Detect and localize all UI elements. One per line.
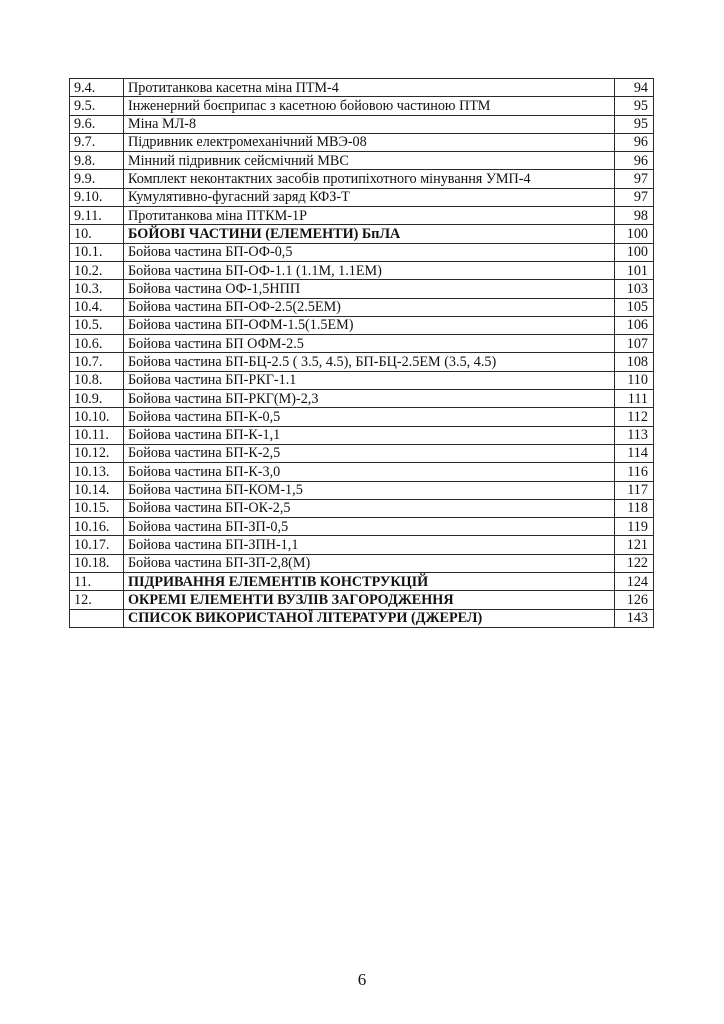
toc-row: [70, 280, 654, 298]
toc-section-number: 9.5.: [70, 97, 124, 115]
toc-page-number: 113: [615, 426, 654, 444]
toc-row: [70, 298, 654, 316]
toc-page-number: 97: [615, 170, 654, 188]
toc-row: [70, 170, 654, 188]
toc-row: [70, 225, 654, 243]
toc-section-title: Бойова частина БП-К-3,0: [124, 463, 615, 481]
toc-row: [70, 152, 654, 170]
toc-section-number: 10.4.: [70, 298, 124, 316]
toc-row: [70, 518, 654, 536]
toc-section-number: 10.9.: [70, 390, 124, 408]
toc-row: [70, 390, 654, 408]
toc-section-title: Бойова частина БП-К-2,5: [124, 444, 615, 462]
toc-row: [70, 536, 654, 554]
toc-section-title: Бойова частина БП-БЦ-2.5 ( 3.5, 4.5), БП-БЦ-2.5ЕМ (3.5, 4.5): [124, 353, 615, 371]
toc-section-title: ОКРЕМІ ЕЛЕМЕНТИ ВУЗЛІВ ЗАГОРОДЖЕННЯ: [124, 591, 615, 609]
toc-row: [70, 481, 654, 499]
toc-section-title: Інженерний боєприпас з касетною бойовою частиною ПТМ: [124, 97, 615, 115]
toc-page-number: 103: [615, 280, 654, 298]
toc-section-number: 9.7.: [70, 133, 124, 151]
toc-section-number: 10.6.: [70, 335, 124, 353]
toc-section-number: 9.4.: [70, 79, 124, 97]
toc-page-number: 118: [615, 499, 654, 517]
toc-section-title: ПІДРИВАННЯ ЕЛЕМЕНТІВ КОНСТРУКЦІЙ: [124, 573, 615, 591]
toc-row: [70, 554, 654, 572]
toc-section-number: 10.3.: [70, 280, 124, 298]
toc-section-title: Бойова частина БП-ОФ-0,5: [124, 243, 615, 261]
toc-row: [70, 207, 654, 225]
toc-page-number: 101: [615, 261, 654, 279]
toc-body: [70, 79, 654, 628]
toc-row: [70, 353, 654, 371]
toc-page-number: 126: [615, 591, 654, 609]
toc-page-number: 94: [615, 79, 654, 97]
toc-section-title: Бойова частина БП-РКГ-1.1: [124, 371, 615, 389]
toc-row: [70, 609, 654, 627]
toc-page-number: 121: [615, 536, 654, 554]
toc-section-number: 10.2.: [70, 261, 124, 279]
toc-section-title: СПИСОК ВИКОРИСТАНОЇ ЛІТЕРАТУРИ (ДЖЕРЕЛ): [124, 609, 615, 627]
toc-row: [70, 261, 654, 279]
toc-row: [70, 591, 654, 609]
toc-row: [70, 243, 654, 261]
toc-section-title: Бойова частина БП-ЗП-2,8(М): [124, 554, 615, 572]
toc-page-number: 114: [615, 444, 654, 462]
toc-page-number: 116: [615, 463, 654, 481]
toc-section-title: Бойова частина БП-РКГ(М)-2,3: [124, 390, 615, 408]
toc-section-number: 10.11.: [70, 426, 124, 444]
toc-section-number: 9.10.: [70, 188, 124, 206]
toc-section-title: Бойова частина БП-ОФМ-1.5(1.5ЕМ): [124, 316, 615, 334]
toc-page-number: 98: [615, 207, 654, 225]
toc-page-number: 97: [615, 188, 654, 206]
toc-page-number: 106: [615, 316, 654, 334]
toc-row: [70, 133, 654, 151]
toc-page-number: 108: [615, 353, 654, 371]
toc-page-number: 100: [615, 243, 654, 261]
toc-section-number: [70, 609, 124, 627]
toc-section-number: 10.18.: [70, 554, 124, 572]
toc-section-number: 9.8.: [70, 152, 124, 170]
toc-section-title: Бойова частина БП-ОФ-1.1 (1.1М, 1.1ЕМ): [124, 261, 615, 279]
toc-section-title: Мінний підривник сейсмічний МВС: [124, 152, 615, 170]
toc-section-title: Бойова частина БП-ЗП-0,5: [124, 518, 615, 536]
toc-section-title: Кумулятивно-фугасний заряд КФЗ-Т: [124, 188, 615, 206]
toc-page-number: 119: [615, 518, 654, 536]
toc-section-number: 9.9.: [70, 170, 124, 188]
toc-row: [70, 573, 654, 591]
toc-section-number: 10.14.: [70, 481, 124, 499]
toc-section-title: Бойова частина БП-КОМ-1,5: [124, 481, 615, 499]
toc-section-title: Бойова частина БП-ОК-2,5: [124, 499, 615, 517]
toc-section-title: Міна МЛ-8: [124, 115, 615, 133]
toc-page-number: 111: [615, 390, 654, 408]
toc-section-title: Бойова частина ОФ-1,5НПП: [124, 280, 615, 298]
toc-row: [70, 371, 654, 389]
toc-page-number: 124: [615, 573, 654, 591]
toc-page-number: 107: [615, 335, 654, 353]
toc-row: [70, 188, 654, 206]
toc-page-number: 112: [615, 408, 654, 426]
toc-section-title: Бойова частина БП-ОФ-2.5(2.5ЕМ): [124, 298, 615, 316]
toc-row: [70, 444, 654, 462]
toc-section-title: Протитанкова міна ПТКМ-1Р: [124, 207, 615, 225]
toc-page-number: 96: [615, 152, 654, 170]
toc-section-title: Протитанкова касетна міна ПТМ-4: [124, 79, 615, 97]
toc-row: [70, 97, 654, 115]
toc-row: [70, 426, 654, 444]
toc-section-title: Комплект неконтактних засобів протипіхотного мінування УМП-4: [124, 170, 615, 188]
toc-page-number: 95: [615, 115, 654, 133]
toc-section-number: 10.7.: [70, 353, 124, 371]
toc-section-number: 10.5.: [70, 316, 124, 334]
table-of-contents: [69, 78, 654, 628]
toc-section-number: 12.: [70, 591, 124, 609]
toc-section-number: 11.: [70, 573, 124, 591]
toc-section-title: Бойова частина БП ОФМ-2.5: [124, 335, 615, 353]
toc-section-number: 10.8.: [70, 371, 124, 389]
toc-section-number: 10.15.: [70, 499, 124, 517]
toc-section-number: 10.10.: [70, 408, 124, 426]
page-number: 6: [357, 970, 367, 989]
toc-page-number: 110: [615, 371, 654, 389]
toc-row: [70, 79, 654, 97]
toc-section-title: Бойова частина БП-К-1,1: [124, 426, 615, 444]
toc-row: [70, 115, 654, 133]
toc-row: [70, 463, 654, 481]
toc-section-number: 10.: [70, 225, 124, 243]
toc-section-number: 10.12.: [70, 444, 124, 462]
toc-row: [70, 499, 654, 517]
toc-section-number: 9.6.: [70, 115, 124, 133]
toc-section-number: 10.16.: [70, 518, 124, 536]
toc-page-number: 100: [615, 225, 654, 243]
toc-section-number: 10.1.: [70, 243, 124, 261]
toc-page-number: 95: [615, 97, 654, 115]
toc-section-title: БОЙОВІ ЧАСТИНИ (ЕЛЕМЕНТИ) БпЛА: [124, 225, 615, 243]
toc-page-number: 117: [615, 481, 654, 499]
toc-section-title: Бойова частина БП-ЗПН-1,1: [124, 536, 615, 554]
toc-section-title: Бойова частина БП-К-0,5: [124, 408, 615, 426]
toc-page-number: 122: [615, 554, 654, 572]
toc-section-number: 10.13.: [70, 463, 124, 481]
toc-page-number: 96: [615, 133, 654, 151]
toc-section-number: 9.11.: [70, 207, 124, 225]
toc-row: [70, 335, 654, 353]
toc-page-number: 105: [615, 298, 654, 316]
toc-row: [70, 408, 654, 426]
toc-page-number: 143: [615, 609, 654, 627]
toc-section-title: Підривник електромеханічний МВЭ-08: [124, 133, 615, 151]
toc-section-number: 10.17.: [70, 536, 124, 554]
toc-row: [70, 316, 654, 334]
